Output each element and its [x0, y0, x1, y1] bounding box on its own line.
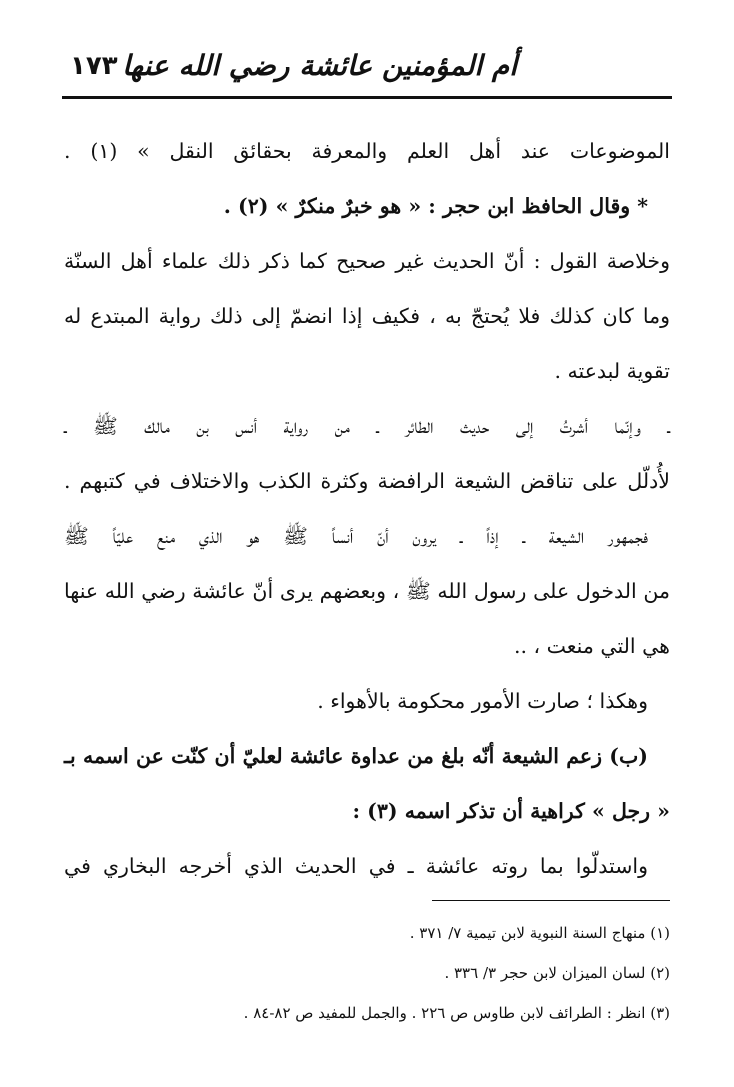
page-number: ١٧٣ — [70, 51, 118, 81]
text-line: فجمهور الشيعة ـ إذاً ـ يرون أنّ أنساً ﷺ هو الذي منع عليّاً ﷺ — [64, 524, 648, 548]
text-line: من الدخول على رسول الله ﷺ ، وبعضهم يرى أنّ عائشة رضي الله عنها — [64, 579, 670, 603]
footnotes — [64, 916, 670, 1036]
text-line: « رجل » كراهية أن تذكر اسمه (٣) : — [352, 799, 670, 823]
text-line: واستدلّوا بما روته عائشة ـ في الحديث الذي أخرجه البخاري في — [64, 854, 648, 878]
footnote: (٢) لسان الميزان لابن حجر ٣/ ٣٣٦ . — [444, 964, 670, 982]
text-line: * وقال الحافظ ابن حجر : « هو خبرٌ منكرٌ » (٢) . — [223, 194, 648, 218]
text-line: لأُدلّل على تناقض الشيعة الرافضة وكثرة الكذب والاختلاف في كتبهم . — [64, 469, 670, 493]
text-line: ـ وإنّما أشرتُ إلى حديث الطائر ـ من رواية أنس بن مالك ﷺ ـ — [64, 414, 670, 438]
footnote: (١) منهاج السنة النبوية لابن تيمية ٧/ ٣٧١ . — [409, 924, 670, 942]
text-line: الموضوعات عند أهل العلم والمعرفة بحقائق النقل » (١) . — [64, 139, 670, 163]
text-line: تقوية لبدعته . — [554, 359, 670, 383]
footnote-rule — [432, 900, 670, 901]
running-header — [62, 40, 672, 92]
text-line: وما كان كذلك فلا يُحتجّ به ، فكيف إذا انضمّ إلى ذلك رواية المبتدع له — [64, 304, 670, 328]
header-title: أم المؤمنين عائشة رضي الله عنها — [122, 49, 517, 82]
header-rule — [62, 96, 672, 99]
main-text — [64, 126, 670, 896]
text-line: وهكذا ؛ صارت الأمور محكومة بالأهواء . — [317, 689, 648, 713]
text-line: هي التي منعت ، .. — [513, 634, 670, 658]
text-line: وخلاصة القول : أنّ الحديث غير صحيح كما ذكر ذلك علماء أهل السنّة — [64, 249, 670, 273]
text-line: (ب) زعم الشيعة أنّه بلغ من عداوة عائشة لعليّ أن كنّت عن اسمه بـ — [64, 744, 648, 768]
footnote: (٣) انظر : الطرائف لابن طاوس ص ٢٢٦ . والجمل للمفيد ص ٨٢-٨٤ . — [243, 1004, 670, 1022]
